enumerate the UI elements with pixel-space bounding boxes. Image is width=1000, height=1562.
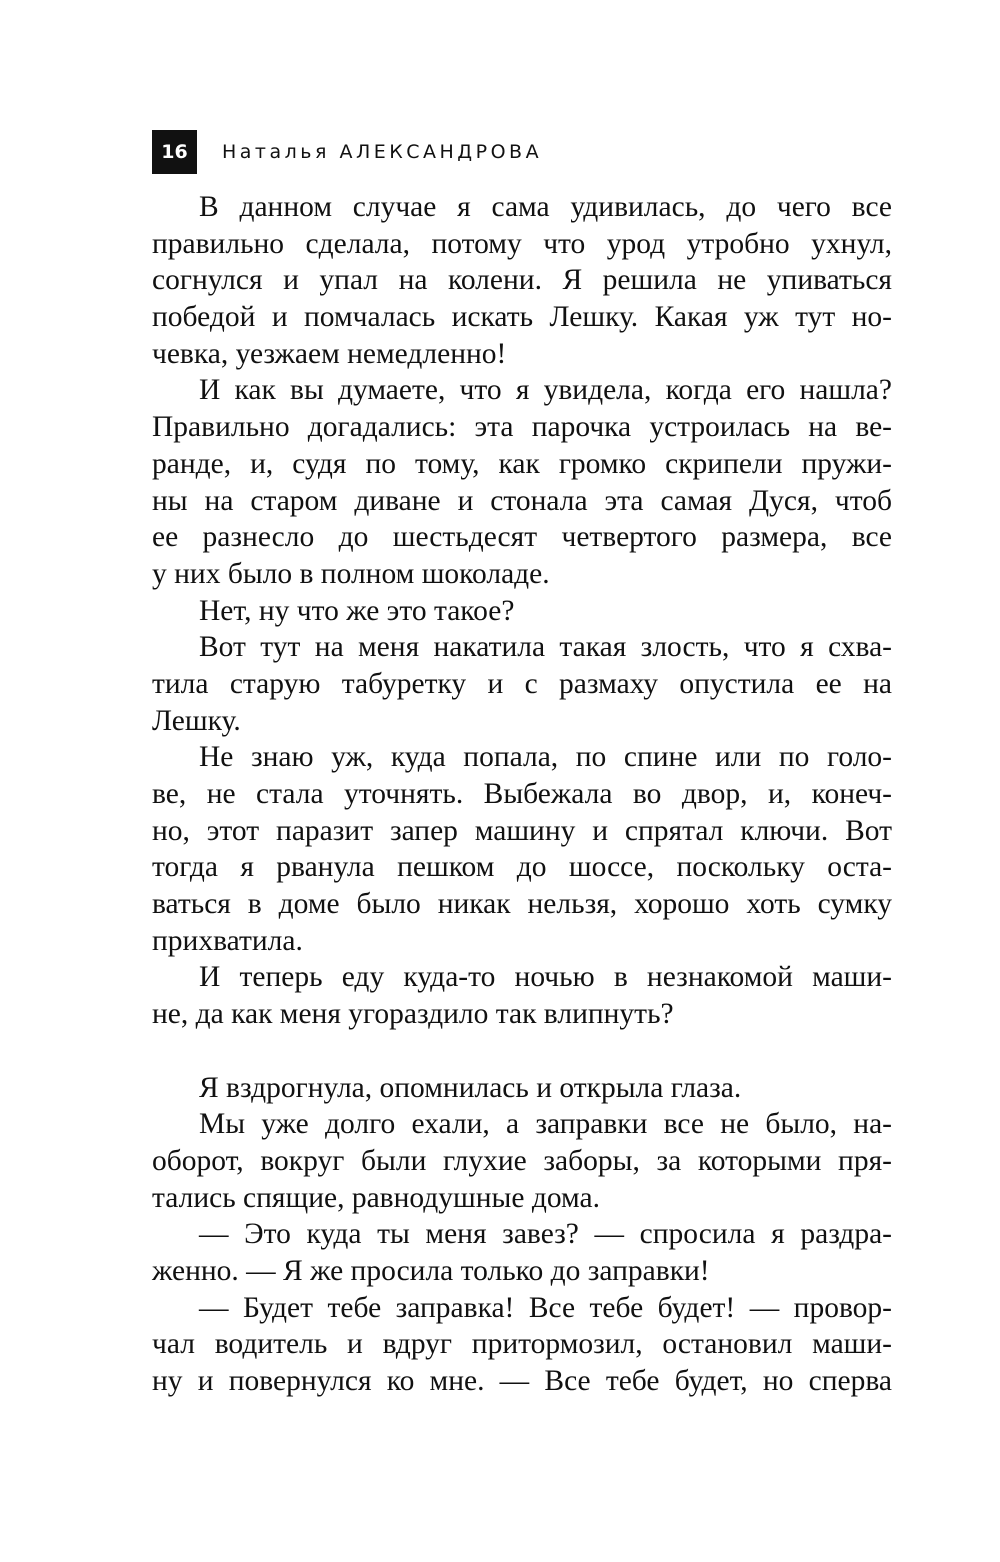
text-line: И как вы думаете, что я увидела, когда его нашла? (199, 374, 892, 407)
paragraph (152, 1290, 892, 1400)
text-line: чал водитель и вдруг притормозил, остановил маши- (152, 1328, 892, 1361)
text-line: ны на старом диване и стонала эта самая Дуся, чтоб (152, 484, 892, 517)
text-line: Правильно догадались: эта парочка устроилась на ве- (152, 411, 892, 444)
paragraph (152, 739, 892, 959)
text-line: не, да как меня угораздило так влипнуть? (152, 998, 674, 1031)
body-text (152, 189, 892, 1400)
text-line: В данном случае я сама удивилась, до чего все (199, 191, 892, 223)
text-line: тогда я рванула пешком до шоссе, поскольку оста- (152, 851, 892, 884)
paragraph (152, 189, 892, 372)
text-line: И теперь еду куда-то ночью в незнакомой маши- (199, 961, 892, 994)
text-line: Нет, ну что же это такое? (199, 594, 515, 627)
text-line: ваться в доме было никак нельзя, хорошо хоть сумку (152, 888, 892, 921)
paragraph (152, 629, 892, 739)
author-name: Наталья АЛЕКСАНДРОВА (222, 141, 543, 163)
text-line: Не знаю уж, куда попала, по спине или по голо- (199, 741, 892, 774)
text-line: Лешку. (152, 704, 241, 737)
text-line: правильно сделала, потому что урод утробно ухнул, (152, 227, 892, 260)
paragraph (152, 1070, 892, 1107)
text-line: — Это куда ты меня завез? — спросила я раздра- (199, 1218, 892, 1251)
page-number: 16 (152, 130, 197, 174)
text-line: чевка, уезжаем немедленно! (152, 337, 507, 370)
text-line: оборот, вокруг были глухие заборы, за которыми пря- (152, 1144, 892, 1177)
text-line: ве, не стала уточнять. Выбежала во двор, и, конеч- (152, 778, 892, 810)
text-line: Мы уже долго ехали, а заправки все не было, на- (199, 1108, 892, 1141)
paragraph (152, 959, 892, 1032)
paragraph (152, 1106, 892, 1216)
text-line: победой и помчалась искать Лешку. Какая уж тут но- (152, 301, 892, 334)
text-line: — Будет тебе заправка! Все тебе будет! — провор- (199, 1291, 892, 1324)
text-line: прихватила. (152, 924, 303, 957)
text-line: но, этот паразит запер машину и спрятал ключи. Вот (152, 814, 892, 847)
paragraph (152, 1216, 892, 1289)
paragraph (152, 372, 892, 592)
section-break (152, 1033, 892, 1070)
text-line: Вот тут на меня накатила такая злость, что я схва- (199, 631, 892, 664)
text-line: ранде, и, судя по тому, как громко скрипели пружи- (152, 447, 892, 480)
text-line: ее разнесло до шестьдесят четвертого размера, все (152, 521, 892, 554)
text-line: у них было в полном шоколаде. (152, 557, 550, 590)
running-header (152, 130, 542, 174)
text-line: тила старую табуретку и с размаху опустила ее на (152, 667, 892, 700)
text-line: ну и повернулся ко мне. — Все тебе будет, но сперва (152, 1365, 892, 1397)
text-line: Я вздрогнула, опомнилась и открыла глаза. (199, 1071, 742, 1104)
text-line: тались спящие, равнодушные дома. (152, 1181, 600, 1214)
paragraph (152, 593, 892, 630)
text-line: согнулся и упал на колени. Я решила не упиваться (152, 264, 892, 297)
text-line: женно. — Я же просила только до заправки! (152, 1254, 710, 1287)
